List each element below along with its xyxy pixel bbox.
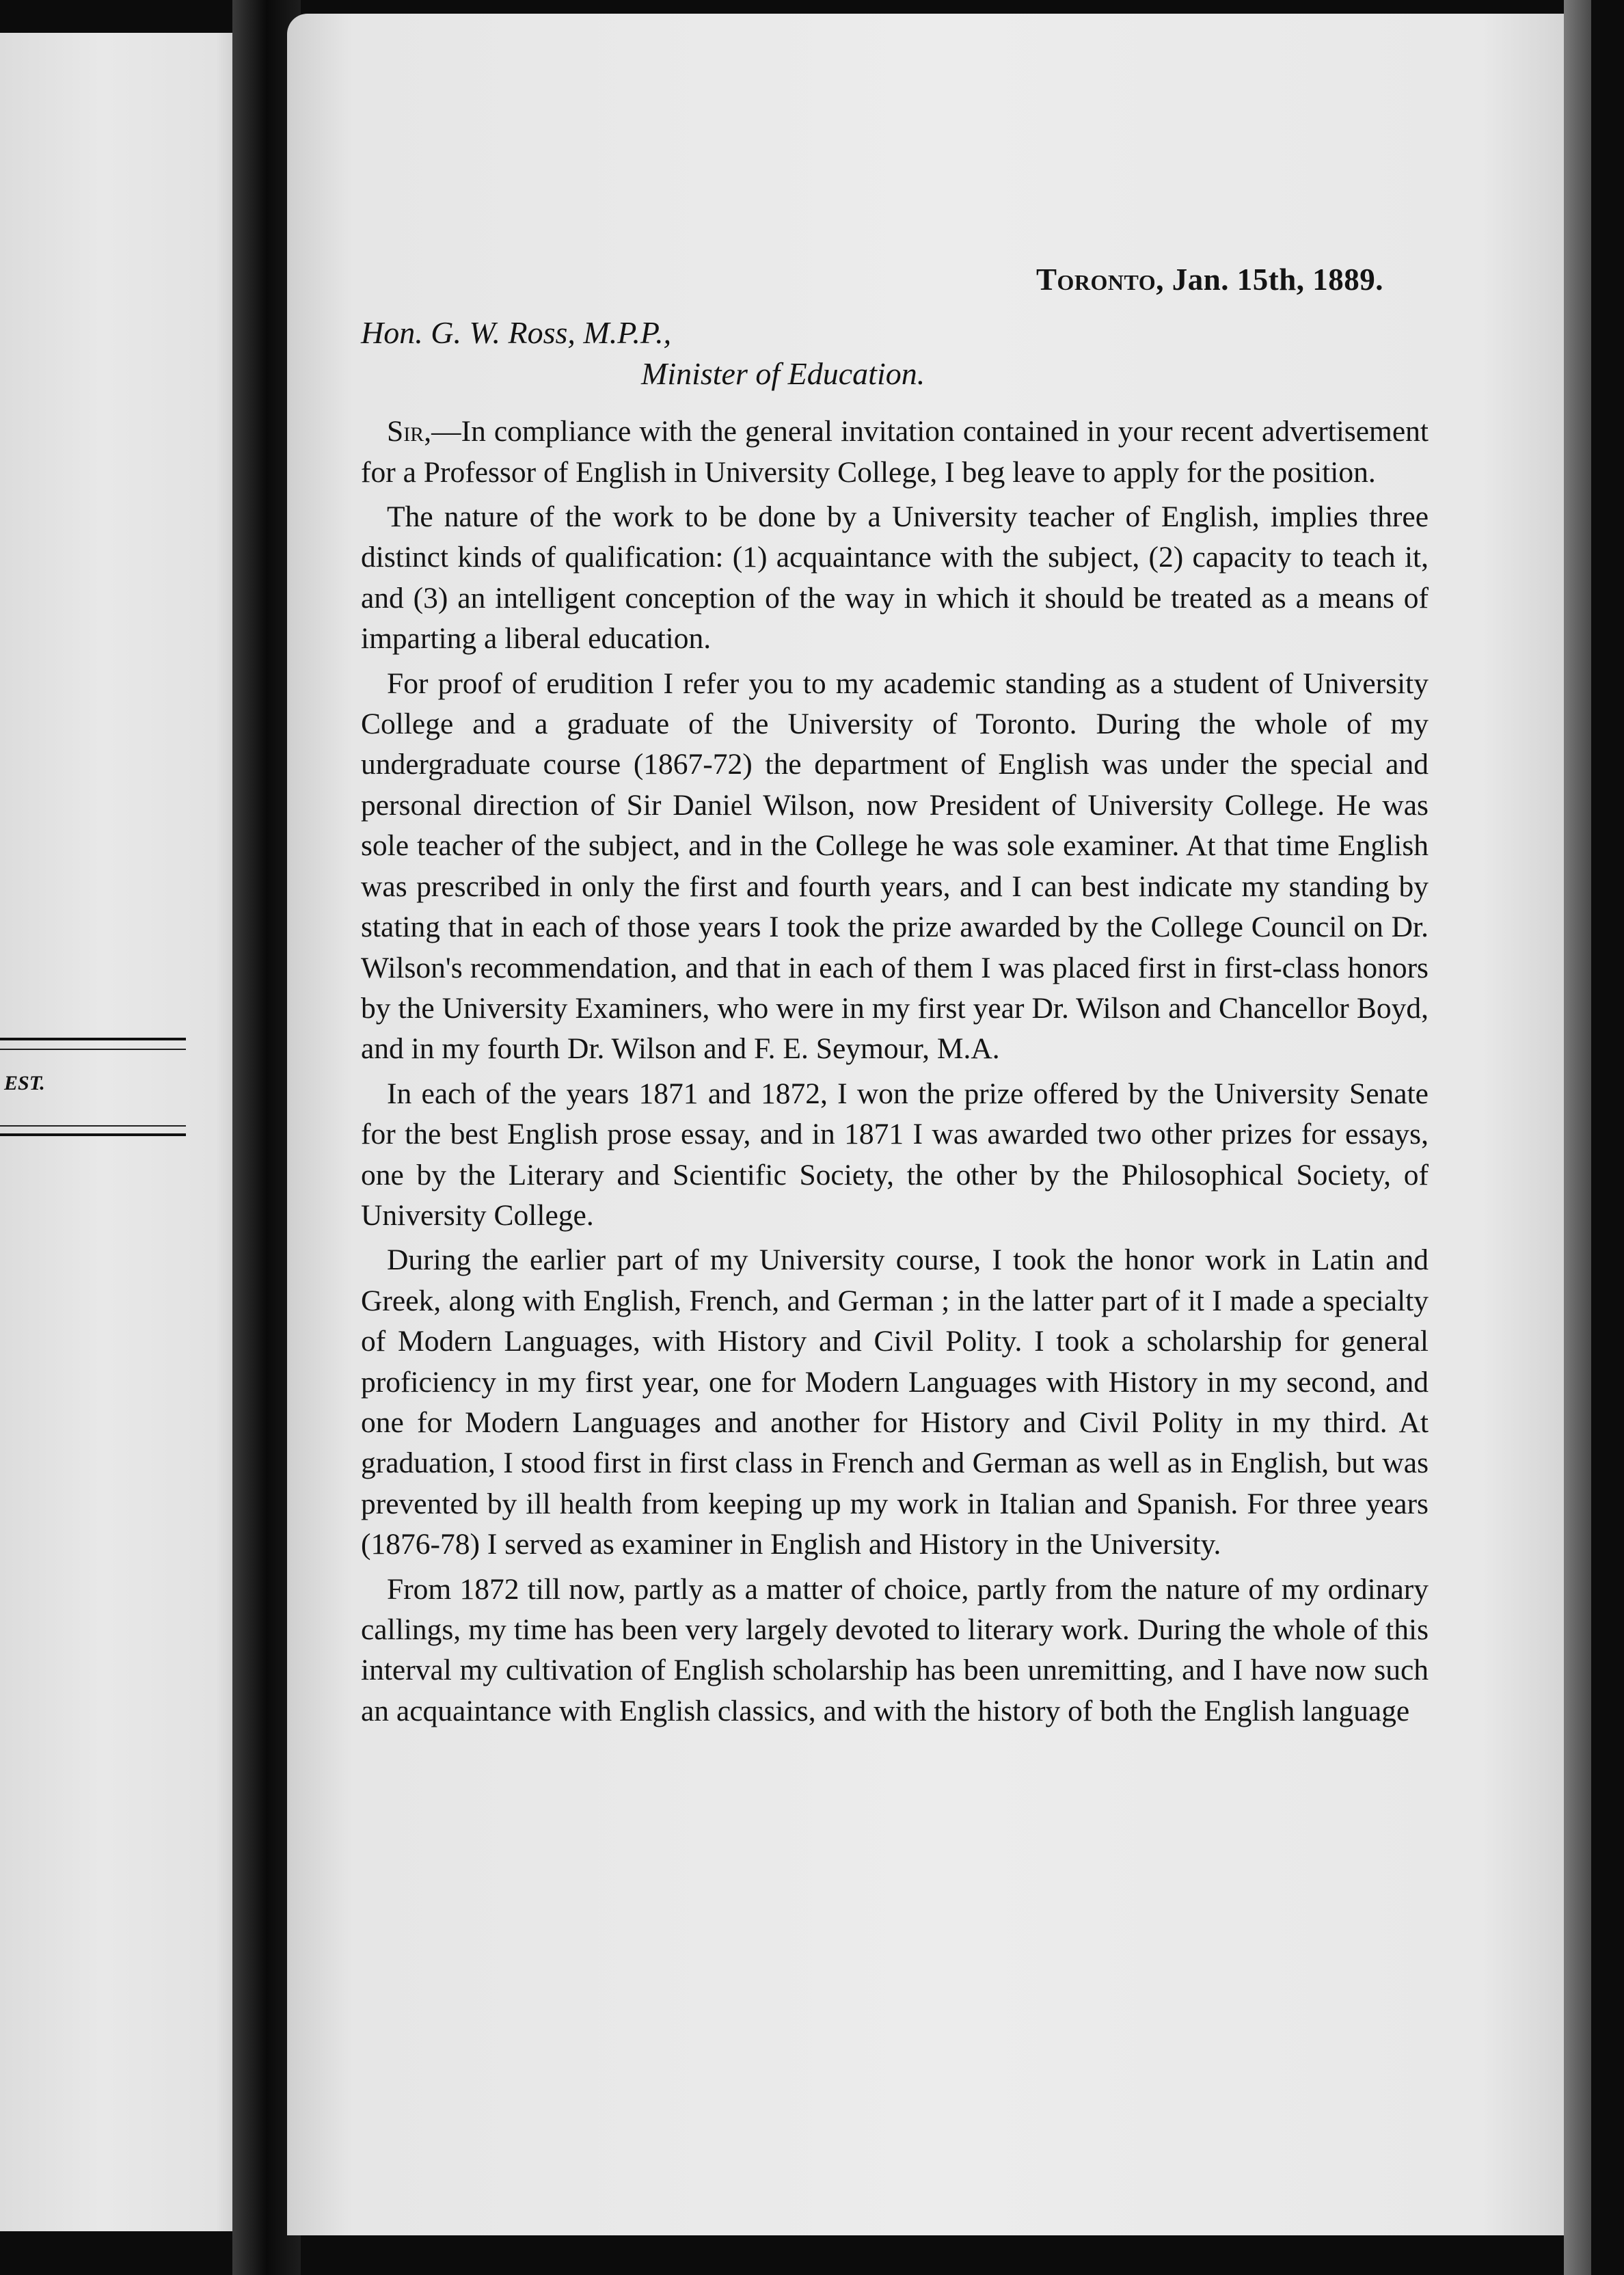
dateline [361, 260, 1383, 300]
left-page-rule [0, 1049, 186, 1050]
paragraph-text: —In compliance with the general invitation contained in your recent advertisement for a Professor of English in University College, I beg leave to apply for the position. [361, 415, 1429, 489]
letter-body [361, 260, 1429, 1736]
left-facing-page [0, 33, 254, 2231]
paragraph-4: In each of the years 1871 and 1872, I won the prize offered by the University Senate for the best English prose essay, and in 1871 I was awarded two other prizes for essays, one by the Literary and Scientific Society, the other by the Philosophical Society, of University College. [361, 1077, 1429, 1232]
paragraph-2: The nature of the work to be done by a University teacher of English, implies three distinct kinds of qualification: (1) acquaintance with the subject, (2) capacity to teach it, and (3) an intelligent conception of the way in which it should be treated as a means of imparting a liberal education. [361, 500, 1429, 656]
paragraph-6: From 1872 till now, partly as a matter of choice, partly from the nature of my ordinary callings, my time has been very largely devoted to literary work. During the whole of this interval my cultivation of English scholarship has been unremitting, and I have now such an acquaintance with English classics, and with the history of both the English language [361, 1572, 1429, 1727]
left-page-text-fragment: EST. [4, 1072, 45, 1094]
paragraph-1 [361, 412, 1429, 493]
dateline-date: , Jan. 15th, 1889. [1156, 262, 1383, 297]
scan-border [1591, 0, 1624, 2275]
dateline-city: Toronto [1036, 262, 1156, 297]
left-page-rule [0, 1133, 186, 1136]
recipient-title: Minister of Education. [641, 355, 925, 391]
left-page-rule [0, 1038, 186, 1040]
paragraph-5: During the earlier part of my University course, I took the honor work in Latin and Greek, along with English, French, and German ; in the latter part of it I made a specialty of Modern Languages, with History and Civil Polity. I took a scholarship for general proficiency in my first year, one for Modern Languages with History in my second, and one for Modern Languages and another for History and Civil Polity in my third. At graduation, I stood first in first class in French and German as well as in English, but was prevented by ill health from keeping up my work in Italian and Spanish. For three years (1876-78) I served as examiner in English and History in the University. [361, 1243, 1429, 1561]
salutation: Sir, [387, 415, 432, 448]
recipient-name: Hon. G. W. Ross, M.P.P., [361, 315, 672, 351]
page-edge [1564, 0, 1591, 2275]
paragraph-3: For proof of erudition I refer you to my academic standing as a student of University College and a graduate of the University of Toronto. During the whole of my undergraduate course (1867-72) the department of English was under the special and personal direction of Sir Daniel Wilson, now President of University College. He was sole teacher of the subject, and in the College he was sole examiner. At that time English was prescribed in only the first and fourth years, and I can best indicate my standing by stating that in each of those years I took the prize awarded by the College Council on Dr. Wilson's recommendation, and that in each of them I was placed first in first-class honors by the University Examiners, who were in my first year Dr. Wilson and Chancellor Boyd, and in my fourth Dr. Wilson and F. E. Seymour, M.A. [361, 667, 1429, 1066]
left-page-rule [0, 1125, 186, 1127]
